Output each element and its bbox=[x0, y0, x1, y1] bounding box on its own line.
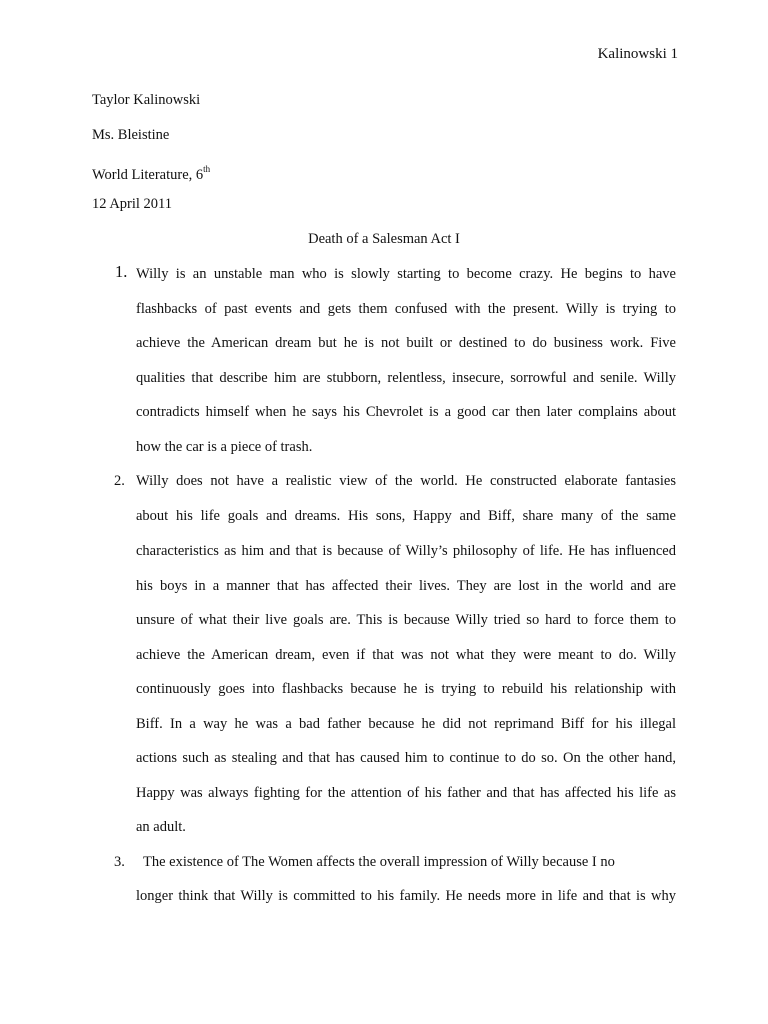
essay-title: Death of a Salesman Act I bbox=[308, 231, 460, 247]
author-name: Taylor Kalinowski bbox=[92, 92, 201, 108]
item-text-line: qualities that describe him are stubborn, relentless, insecure, sorrowful and senile. Willy bbox=[136, 370, 676, 386]
item-text-line: unsure of what their live goals are. This is because Willy tried so hard to force them to bbox=[136, 612, 676, 628]
date-line: 12 April 2011 bbox=[92, 196, 173, 212]
course-superscript: th bbox=[203, 164, 211, 174]
item-text-line: an adult. bbox=[136, 819, 186, 835]
item-text-line: Happy was always fighting for the attention of his father and that has affected his life as bbox=[136, 785, 676, 801]
item-text-line: Willy is an unstable man who is slowly starting to become crazy. He begins to have bbox=[136, 266, 676, 282]
item-text-line: actions such as stealing and that has caused him to continue to do so. On the other hand, bbox=[136, 750, 676, 766]
item-text-line: about his life goals and dreams. His sons, Happy and Biff, share many of the same bbox=[136, 508, 676, 524]
item-text-line: characteristics as him and that is because of Willy’s philosophy of life. He has influenced bbox=[136, 543, 676, 559]
teacher-name: Ms. Bleistine bbox=[92, 127, 170, 143]
item-text-line: longer think that Willy is committed to his family. He needs more in life and that is why bbox=[136, 888, 676, 904]
item-text-line: flashbacks of past events and gets them confused with the present. Willy is trying to bbox=[136, 301, 676, 317]
item-text-line: how the car is a piece of trash. bbox=[136, 439, 313, 455]
item-text-line: continuously goes into flashbacks because he is trying to rebuild his relationship with bbox=[136, 681, 676, 697]
item-number: 2. bbox=[114, 473, 125, 489]
running-head: Kalinowski 1 bbox=[597, 46, 678, 62]
item-number: 1. bbox=[115, 262, 128, 281]
course-text: World Literature, 6 bbox=[92, 166, 204, 183]
item-text-line: Willy does not have a realistic view of the world. He constructed elaborate fantasies bbox=[136, 473, 676, 489]
item-text-line: contradicts himself when he says his Chevrolet is a good car then later complains about bbox=[136, 404, 676, 420]
item-number: 3. bbox=[114, 854, 125, 870]
item-text-line: his boys in a manner that has affected their lives. They are lost in the world and are bbox=[136, 578, 676, 594]
item-text-line: The existence of The Women affects the overall impression of Willy because I no bbox=[136, 854, 615, 870]
item-text-line: Biff. In a way he was a bad father because he did not reprimand Biff for his illegal bbox=[136, 716, 676, 732]
item-text-line: achieve the American dream but he is not built or destined to do business work. Five bbox=[136, 335, 676, 351]
item-text-line: achieve the American dream, even if that was not what they were meant to do. Willy bbox=[136, 647, 676, 663]
course-name bbox=[92, 161, 210, 184]
